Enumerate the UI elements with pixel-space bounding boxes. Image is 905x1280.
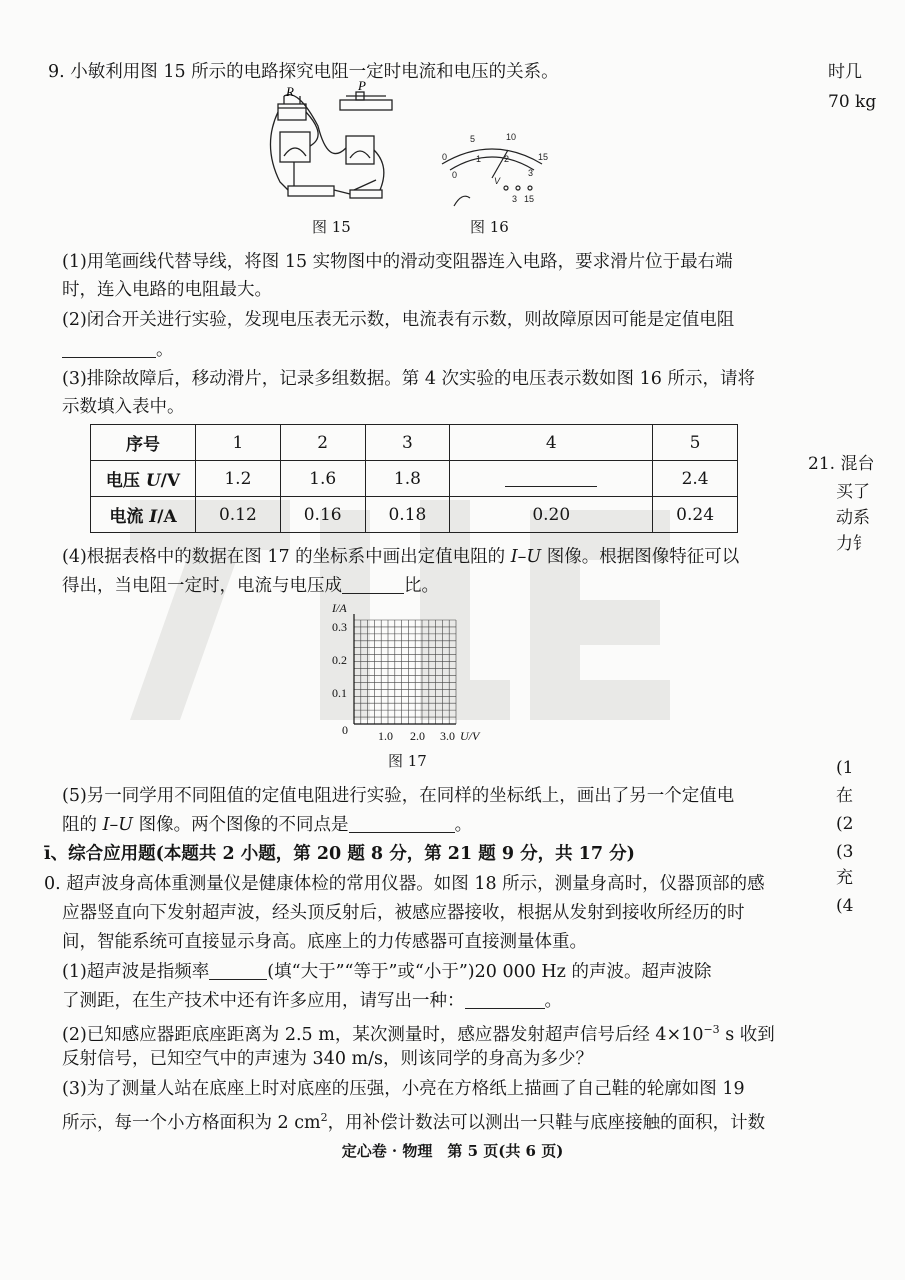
q19-part4-line1: (4)根据表格中的数据在图 17 的坐标系中画出定值电阻的 I–U 图像。根据图像特征可以	[62, 547, 740, 567]
fig15-label-p: P	[358, 78, 366, 93]
fig16-top-5: 5	[470, 134, 476, 144]
fig16-unit: V	[494, 176, 501, 186]
fig17-xtick-2: 2.0	[410, 729, 425, 743]
fig16-bottom-2: 2	[504, 154, 510, 164]
q20-part3-line1: (3)为了测量人站在底座上时对底座的压强，小亮在方格纸上描画了自己鞋的轮廓如图 19	[62, 1079, 745, 1099]
q20-line3: 间，智能系统可直接显示身高。底座上的力传感器可直接测量体重。	[62, 932, 587, 952]
figure-16-voltmeter	[432, 128, 552, 212]
voltage-answer-cell[interactable]	[450, 461, 653, 497]
side-q21-1: 21. 混台	[808, 454, 875, 474]
side-q21-2: 买了	[836, 482, 870, 502]
fig16-top-10: 10	[506, 132, 517, 142]
fig15-label-r: R	[286, 84, 294, 99]
side-s3: (2	[836, 814, 854, 834]
answer-blank-20-2[interactable]	[465, 990, 545, 1009]
fig17-xtick-3: 3.0	[440, 729, 455, 743]
fig17-xlabel: U/V	[460, 729, 480, 743]
side-s5: 充	[836, 868, 853, 888]
fig17-ytick-02: 0.2	[332, 653, 347, 667]
fig16-bottom-3: 3	[528, 168, 534, 178]
fig17-ytick-01: 0.1	[332, 686, 347, 700]
fig17-xtick-1: 1.0	[378, 729, 393, 743]
answer-blank-2[interactable]	[62, 339, 156, 358]
q20-part3-line2: 所示，每一个小方格面积为 2 $cm^2$，用补偿计数法可以测出一只鞋与底座接触的面积，计数	[62, 1111, 766, 1133]
figure-15-circuit	[258, 78, 398, 211]
fig16-zero-top: 0	[442, 152, 448, 162]
q19-part3-line1: (3)排除故障后，移动滑片，记录多组数据。第 4 次实验的电压表示数如图 16 所示，请将	[62, 369, 755, 389]
q19-part2-line1: (2)闭合开关进行实验，发现电压表无示数，电流表有示数，则故障原因可能是定值电阻	[62, 310, 735, 330]
figure-16-caption: 图 16	[470, 218, 509, 236]
side-s4: (3	[836, 842, 854, 862]
side-s6: (4	[836, 896, 854, 916]
q20-line1: 0. 超声波身高体重测量仪是健康体检的常用仪器。如图 18 所示，测量身高时，仪器顶部的感	[44, 874, 765, 894]
q19-part5-line1: (5)另一同学用不同阻值的定值电阻进行实验，在同样的坐标纸上，画出了另一个定值电	[62, 786, 735, 806]
q20-part1-line1: (1)超声波是指频率 (填“大于”“等于”或“小于”)20 000 Hz 的声波。超声波除	[62, 962, 712, 982]
answer-blank-20-1[interactable]	[209, 961, 267, 980]
figure-15-caption: 图 15	[312, 218, 351, 236]
q19-part5-line2: 阻的 I–U 图像。两个图像的不同点是 。	[62, 815, 473, 835]
fig17-ylabel: I/A	[332, 601, 347, 615]
side-s2: 在	[836, 786, 853, 806]
q19-part1-line1: (1)用笔画线代替导线，将图 15 实物图中的滑动变阻器连入电路，要求滑片位于最右端	[62, 252, 733, 272]
answer-blank-4[interactable]	[342, 575, 404, 594]
page-footer: 定心卷 · 物理 第 5 页(共 6 页)	[341, 1142, 564, 1160]
fig17-origin: 0	[342, 723, 348, 737]
side-text-2: 70 kg	[828, 92, 877, 112]
fig16-terminal-15: 15	[524, 194, 535, 204]
side-s1: (1	[836, 758, 854, 778]
q19-intro: 9. 小敏利用图 15 所示的电路探究电阻一定时电流和电压的关系。	[48, 62, 559, 82]
fig16-top-15: 15	[538, 152, 549, 162]
answer-blank-5[interactable]	[349, 814, 455, 833]
fig17-ytick-03: 0.3	[332, 620, 347, 634]
fig16-terminal-3: 3	[512, 194, 518, 204]
q20-line2: 应器竖直向下发射超声波，经头顶反射后，被感应器接收，根据从发射到接收所经历的时	[62, 903, 745, 923]
fig16-bottom-0: 0	[452, 170, 458, 180]
table-row-header: 序号 1 2 3 4 5	[91, 425, 738, 461]
figure-17-caption: 图 17	[388, 752, 427, 770]
q19-part2-line2: 。	[62, 338, 174, 362]
side-q21-3: 动系	[836, 508, 870, 528]
data-table	[90, 424, 738, 533]
section-header: ī、综合应用题(本题共 2 小题，第 20 题 8 分，第 21 题 9 分，共 17 分)	[44, 844, 635, 864]
q20-part2-line2: 反射信号，已知空气中的声速为 340 m/s，则该同学的身高为多少？	[62, 1049, 593, 1069]
table-row-voltage: 电压 U/V 1.2 1.6 1.8 2.4	[91, 461, 738, 497]
q20-part1-line2: 了测距，在生产技术中还有许多应用，请写出一种： 。	[62, 991, 562, 1011]
side-q21-4: 力钅	[836, 534, 870, 554]
fig16-bottom-1: 1	[476, 154, 482, 164]
table-row-current: 电流 I/A 0.12 0.16 0.18 0.20 0.24	[91, 497, 738, 533]
q20-part2-line1: (2)已知感应器距底座距离为 2.5 m，某次测量时，感应器发射超声信号后经 $4\times 10^{-3}$ s 收到	[62, 1023, 775, 1045]
q19-part1-line2: 时，连入电路的电阻最大。	[62, 280, 272, 300]
q19-part3-line2: 示数填入表中。	[62, 397, 185, 417]
q19-part4-line2: 得出，当电阻一定时，电流与电压成 比。	[62, 576, 439, 596]
side-text-1: 时几	[828, 62, 862, 82]
figure-17-grid	[330, 600, 480, 750]
